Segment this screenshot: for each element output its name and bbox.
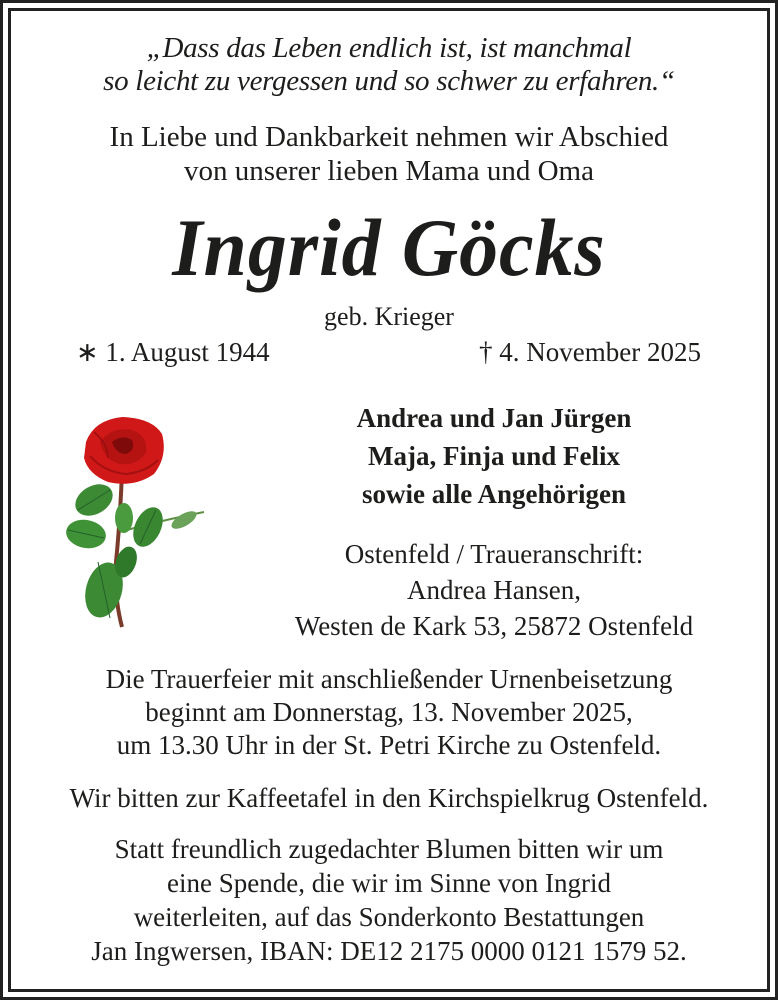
quote-line: so leicht zu vergessen und so schwer zu erfahren.“: [103, 65, 675, 97]
deceased-name: Ingrid Göcks: [172, 202, 606, 293]
mourner-line: Maja, Finja und Felix: [367, 441, 620, 471]
farewell-intro: [0, 120, 778, 188]
mourning-address: [210, 536, 778, 644]
ceremony-details: [0, 663, 778, 762]
coffee-reception: Wir bitten zur Kaffeetafel in den Kirchspielkrug Ostenfeld.: [69, 783, 709, 813]
donation-line: Statt freundlich zugedachter Blumen bitten wir um: [114, 834, 664, 864]
address-line: Ostenfeld / Traueranschrift:: [344, 539, 644, 569]
mourner-line: Andrea und Jan Jürgen: [356, 403, 632, 433]
memorial-quote: [0, 32, 778, 98]
donation-line: weiterleiten, auf das Sonderkonto Bestattungen: [133, 902, 645, 932]
address-line: Westen de Kark 53, 25872 Ostenfeld: [294, 611, 694, 641]
intro-line: von unserer lieben Mama und Oma: [184, 155, 594, 187]
birth-date: ∗ 1. August 1944: [76, 337, 270, 367]
death-date: † 4. November 2025: [479, 337, 701, 367]
quote-line: „Dass das Leben endlich ist, ist manchmal: [146, 32, 632, 64]
donation-line: eine Spende, die wir im Sinne von Ingrid: [167, 868, 611, 898]
donation-request: [0, 832, 778, 968]
ceremony-line: um 13.30 Uhr in der St. Petri Kirche zu Ostenfeld.: [116, 730, 662, 760]
donation-line: Jan Ingwersen, IBAN: DE12 2175 0000 0121 1579 52.: [91, 936, 687, 966]
ceremony-line: beginnt am Donnerstag, 13. November 2025,: [145, 697, 633, 727]
ceremony-line: Die Trauerfeier mit anschließender Urnenbeisetzung: [105, 664, 673, 694]
mourner-line: sowie alle Angehörigen: [362, 479, 626, 509]
red-rose-icon: [64, 412, 214, 632]
address-line: Andrea Hansen,: [407, 575, 581, 605]
intro-line: In Liebe und Dankbarkeit nehmen wir Abschied: [109, 121, 669, 153]
maiden-name: geb. Krieger: [324, 302, 454, 331]
mourners-list: [210, 399, 778, 513]
